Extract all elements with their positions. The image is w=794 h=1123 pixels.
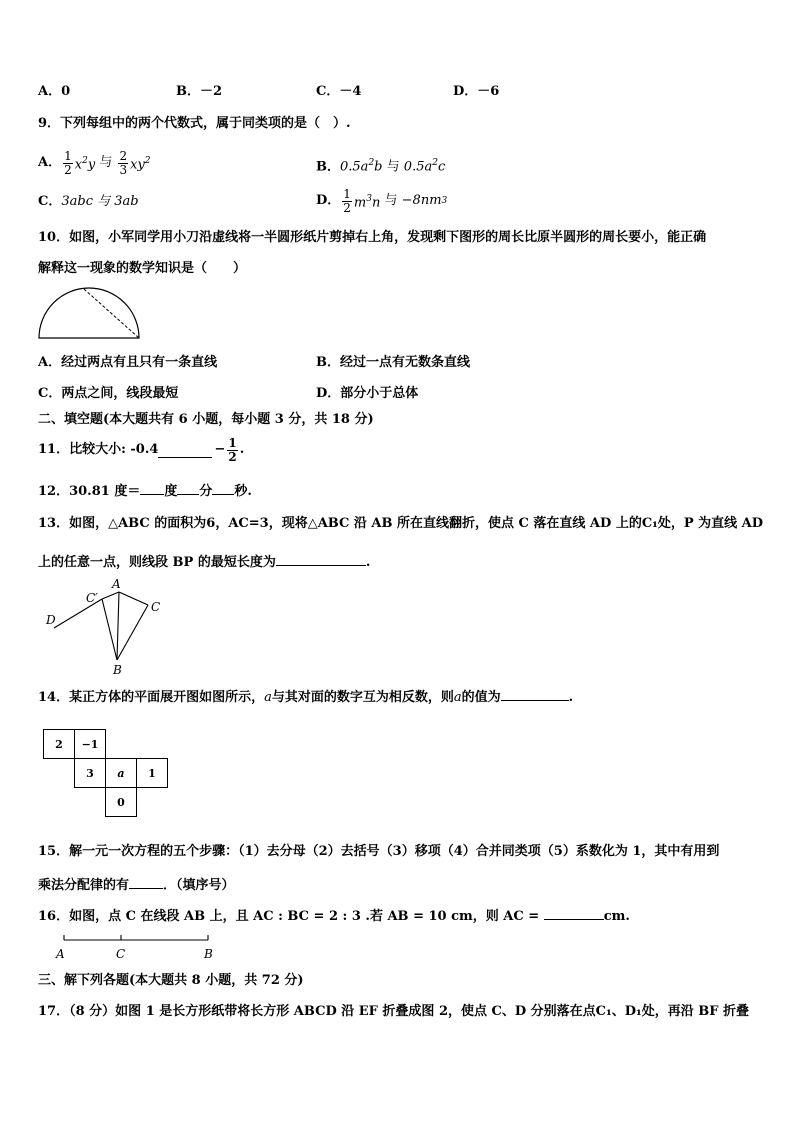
q8-option-d: D．－6: [453, 84, 500, 99]
triangle-figure: [40, 576, 170, 678]
q9-option-b: B．$0.5a^2b$ 与 $0.5a^2c$: [316, 158, 446, 175]
q9-a-label: A．: [38, 155, 62, 170]
q10-option-b: B．经过一点有无数条直线: [316, 355, 470, 370]
seg-label-b: B: [204, 947, 213, 961]
q9-a-frac2: $\frac{2}{3}$: [119, 148, 128, 177]
label-c: C: [151, 600, 161, 614]
q9-a-and: 与: [99, 155, 113, 170]
q9-option-d: D． $\frac{1}{2}$ $m^3n$ 与 −8nm 3: [316, 186, 448, 215]
q11-stem: 11．比较大小: -0.4: [38, 442, 159, 457]
q10-stem-line2: 解释这一现象的数学知识是（ ）: [38, 261, 247, 276]
label-b: B: [113, 663, 122, 677]
section-2-heading: 二、填空题(本大题共有 6 小题，每小题 3 分，共 18 分): [38, 412, 374, 427]
label-c1: C′: [86, 591, 98, 605]
q9-option-a: A． $\frac{1}{2}$ $x^2y$ 与 $\frac{2}{3}$ $xy^2$: [38, 148, 151, 177]
q14-stem: 14．某正方体的平面展开图如图所示，a与其对面的数字互为相反数，则a的值为 .: [38, 686, 573, 707]
q15-blank: [129, 874, 163, 889]
seg-label-a: A: [56, 947, 65, 961]
q10-stem-line1: 10．如图，小军同学用小刀沿虚线将一半圆形纸片剪掉右上角，发现剩下图形的周长比原半圆形的周长要小，能正确: [38, 230, 707, 245]
q11-blank: [158, 443, 212, 458]
q9-a-frac1: $\frac{1}{2}$: [64, 148, 72, 177]
label-d: D: [46, 613, 56, 627]
q11-frac: $\frac{1}{2}$: [228, 435, 237, 464]
net-cell-1: 2: [43, 729, 75, 759]
net-cell-2: −1: [74, 729, 106, 759]
seg-label-c: C: [116, 947, 126, 961]
q10-option-c: C．两点之间，线段最短: [38, 386, 179, 401]
semicircle-figure: [36, 285, 142, 341]
q17-line1: 17．（8 分）如图 1 是长方形纸带将长方形 ABCD 沿 EF 折叠成图 2，使点 C、D 分别落在点C₁、D₁处，再沿 BF 折叠: [38, 1004, 749, 1019]
q13-line2: 上的任意一点，则线段 BP 的最短长度为 .: [38, 551, 370, 572]
q15-line2: 乘法分配律的有 ．（填序号）: [38, 874, 235, 895]
q9-stem: 9．下列每组中的两个代数式，属于同类项的是（ ）.: [38, 116, 351, 131]
net-cell-4: a: [105, 758, 137, 788]
q16-stem: 16．如图，点 C 在线段 AB 上，且 AC : BC = 2 : 3 .若 AB = 10 cm，则 AC = cm.: [38, 905, 630, 926]
net-cell-6: 0: [105, 787, 137, 817]
q10-option-d: D．部分小于总体: [316, 386, 419, 401]
segment-figure: [50, 930, 220, 962]
section-3-heading: 三、解下列各题(本大题共 8 小题，共 72 分): [38, 973, 304, 988]
q9-option-c: C．3abc 与 3ab: [38, 194, 139, 209]
q13-line1: 13．如图，△ABC 的面积为6，AC=3，现将△ABC 沿 AB 所在直线翻折，使点 C 落在直线 AD 上的C₁处，P 为直线 AD: [38, 516, 764, 531]
q12: 12．30.81 度＝ 度 分 秒.: [38, 480, 252, 501]
label-a: A: [112, 577, 121, 591]
net-cell-5: 1: [136, 758, 168, 788]
q15-line1: 15．解一元一次方程的五个步骤：（1）去分母（2）去括号（3）移项（4）合并同类项（5）系数化为 1，其中有用到: [38, 844, 720, 859]
q14-blank: [501, 686, 569, 701]
q13-blank: [276, 551, 366, 566]
q8-option-b: B．－2: [176, 84, 223, 99]
net-cell-3: 3: [74, 758, 106, 788]
q12-blank-sec: [212, 480, 234, 495]
q12-blank-min: [177, 480, 199, 495]
q8-option-a: A．0: [38, 84, 71, 99]
q8-option-c: C．－4: [316, 84, 362, 99]
q12-blank-deg: [140, 480, 164, 495]
q11: 11．比较大小: -0.4 − $\frac{1}{2}$ .: [38, 435, 245, 464]
q10-option-a: A．经过两点有且只有一条直线: [38, 355, 218, 370]
q9-d-frac: $\frac{1}{2}$: [343, 186, 351, 215]
q16-blank: [544, 905, 604, 920]
